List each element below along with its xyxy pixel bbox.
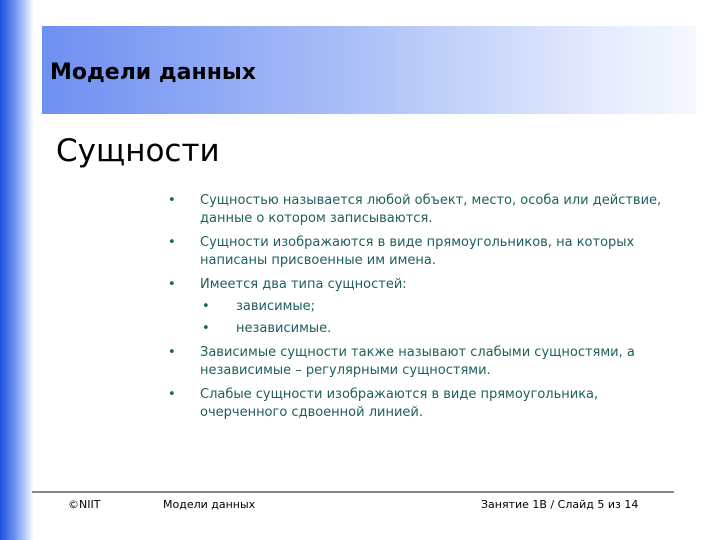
footer-page-number: Занятие 1В / Слайд 5 из 14: [481, 498, 639, 511]
bullet-text: Зависимые сущности также называют слабыми сущностями, а независимые – регулярными сущностями.: [200, 345, 635, 378]
bullet-dot-icon: •: [168, 193, 176, 208]
bullet-text: Сущности изображаются в виде прямоугольников, на которых написаны присвоенные им имена.: [200, 235, 635, 268]
bullet-text: Слабые сущности изображаются в виде прямоугольника, очерченного сдвоенной линией.: [200, 387, 599, 420]
slide-heading: Сущности: [56, 133, 220, 169]
footer-course: Модели данных: [163, 498, 256, 511]
bullet-dot-icon: •: [168, 277, 176, 292]
bullet-item: [168, 192, 688, 228]
left-gradient-bar: [0, 0, 34, 540]
bullet-dot-icon: •: [202, 299, 210, 314]
bullet-list: [168, 192, 688, 428]
bullet-dot-icon: •: [168, 345, 176, 360]
bullet-item: [168, 344, 688, 380]
bullet-dot-icon: •: [202, 321, 210, 336]
bullet-dot-icon: •: [168, 235, 176, 250]
header-title: Модели данных: [50, 60, 256, 85]
sub-bullet-text: зависимые;: [236, 299, 316, 314]
bullet-text: Сущностью называется любой объект, место, особа или действие, данные о котором записываются.: [200, 193, 662, 226]
bullet-item: [168, 386, 688, 422]
bullet-text: Имеется два типа сущностей:: [200, 277, 407, 292]
bullet-item: [168, 234, 688, 270]
sub-bullet-item: [168, 298, 688, 316]
footer-divider: [32, 491, 674, 493]
footer-copyright: ©NIIT: [68, 498, 101, 511]
bullet-dot-icon: •: [168, 387, 176, 402]
sub-bullet-item: [168, 320, 688, 338]
bullet-item: [168, 276, 688, 294]
sub-bullet-text: независимые.: [236, 321, 332, 336]
